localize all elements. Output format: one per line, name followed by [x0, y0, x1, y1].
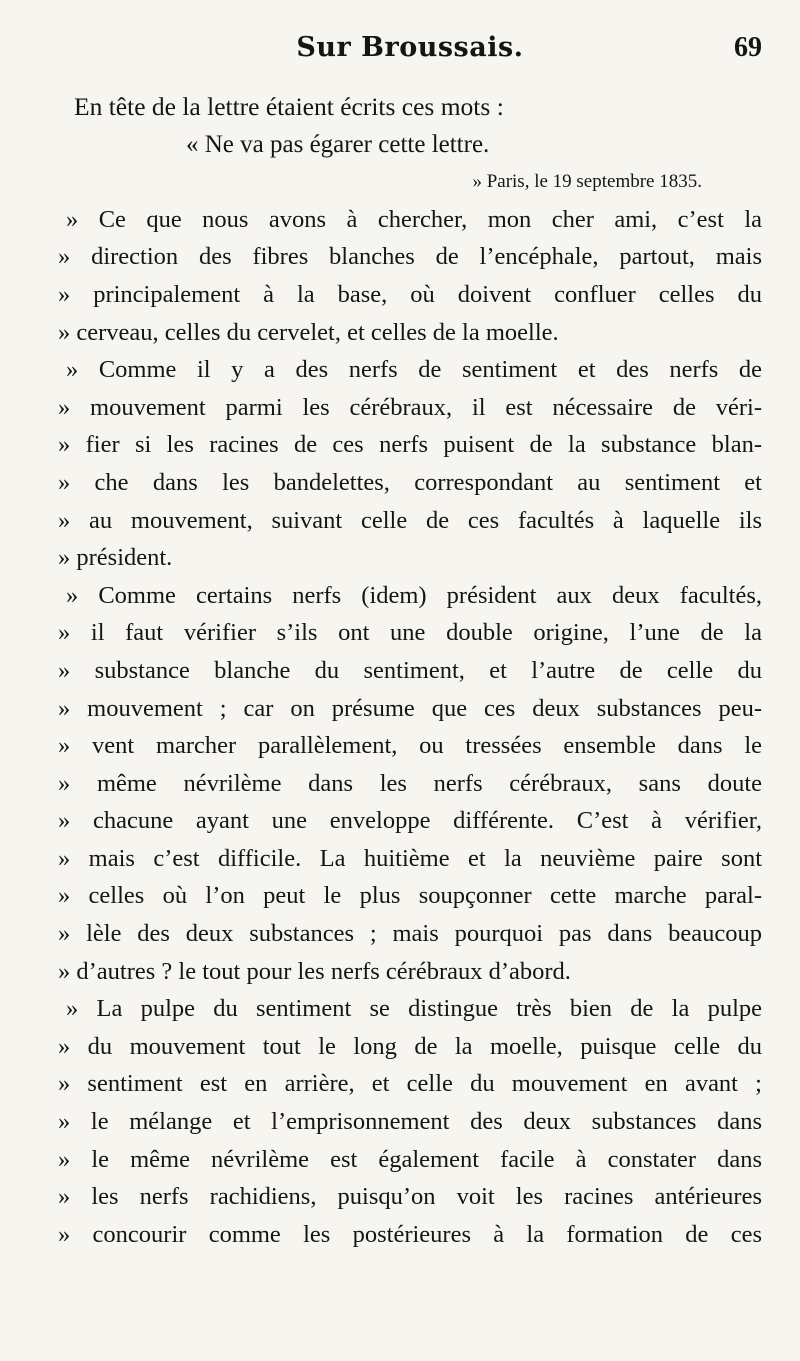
- page-number: 69: [734, 32, 762, 63]
- text-line: » il faut vérifier s’ils ont une double origine, l’une de la: [58, 619, 762, 647]
- text-line: « Ne va pas égarer cette lettre.: [186, 130, 490, 158]
- text-line: » cerveau, celles du cervelet, et celles de la moelle.: [58, 318, 559, 346]
- text-line: » mouvement parmi les cérébraux, il est nécessaire de véri-: [58, 393, 762, 421]
- text-line: » Ce que nous avons à chercher, mon cher ami, c’est la: [66, 205, 762, 233]
- text-line: » che dans les bandelettes, correspondant au sentiment et: [58, 468, 762, 496]
- text-line: En tête de la lettre étaient écrits ces mots :: [74, 92, 504, 121]
- text-line: » chacune ayant une enveloppe différente. C’est à vérifier,: [58, 807, 762, 835]
- text-line: » celles où l’on peut le plus soupçonner cette marche paral-: [58, 882, 762, 910]
- text-line: » Comme il y a des nerfs de sentiment et des nerfs de: [66, 356, 762, 384]
- text-line: » La pulpe du sentiment se distingue très bien de la pulpe: [66, 995, 762, 1023]
- text-line: » mais c’est difficile. La huitième et la neuvième paire sont: [58, 844, 762, 872]
- text-line: » d’autres ? le tout pour les nerfs cérébraux d’abord.: [58, 957, 571, 985]
- page-body: [58, 88, 762, 1253]
- text-line: » mouvement ; car on présume que ces deux substances peu-: [58, 694, 762, 722]
- text-line: » Comme certains nerfs (idem) président aux deux facultés,: [66, 581, 762, 609]
- text-line: » vent marcher parallèlement, ou tressées ensemble dans le: [58, 732, 762, 760]
- text-line: » même névrilème dans les nerfs cérébraux, sans doute: [58, 769, 762, 797]
- text-line: » président.: [58, 544, 173, 572]
- text-line: » Paris, le 19 septembre 1835.: [472, 171, 702, 193]
- text-line: » direction des fibres blanches de l’encéphale, partout, mais: [58, 243, 762, 271]
- text-line: » du mouvement tout le long de la moelle, puisque celle du: [58, 1032, 762, 1060]
- page-header: [58, 32, 762, 76]
- text-line: » les nerfs rachidiens, puisqu’on voit les racines antérieures: [58, 1183, 762, 1211]
- text-line: » fier si les racines de ces nerfs puisent de la substance blan-: [58, 431, 762, 459]
- text-line: » au mouvement, suivant celle de ces facultés à laquelle ils: [58, 506, 762, 534]
- running-title: Sur Broussais.: [296, 32, 524, 63]
- text-line: » principalement à la base, où doivent confluer celles du: [58, 280, 762, 308]
- text-line: » substance blanche du sentiment, et l’autre de celle du: [58, 656, 762, 684]
- text-line: » sentiment est en arrière, et celle du mouvement en avant ;: [58, 1070, 762, 1098]
- text-line: » le même névrilème est également facile à constater dans: [58, 1145, 762, 1173]
- text-line: » concourir comme les postérieures à la formation de ces: [58, 1220, 762, 1248]
- text-line: » lèle des deux substances ; mais pourquoi pas dans beaucoup: [58, 920, 762, 948]
- text-line: » le mélange et l’emprisonnement des deux substances dans: [58, 1108, 762, 1136]
